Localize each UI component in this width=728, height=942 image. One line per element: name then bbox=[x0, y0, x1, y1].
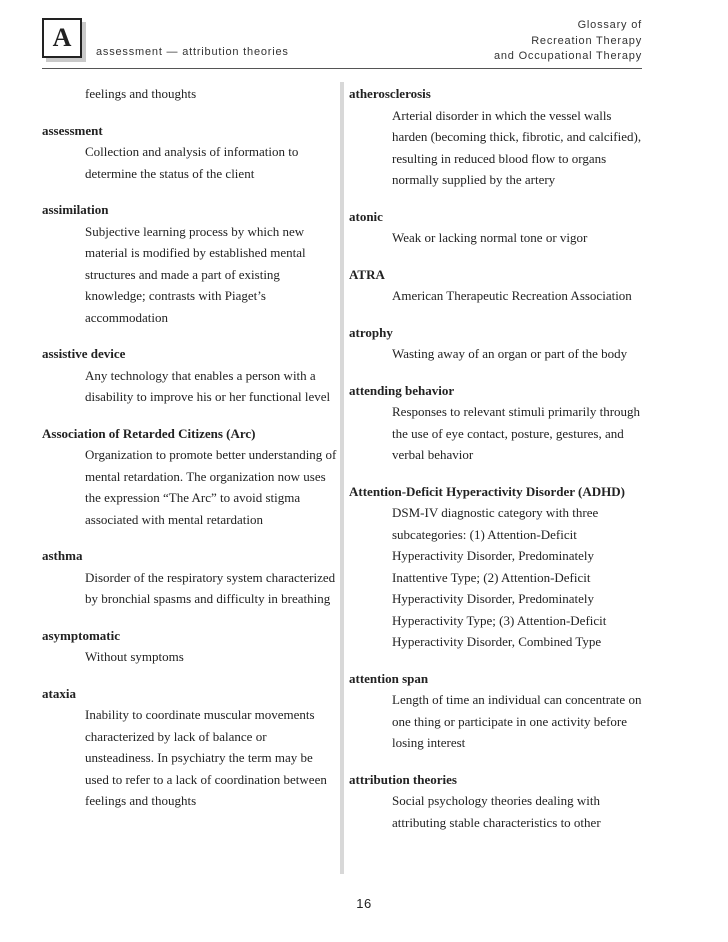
running-head: assessment — attribution theories bbox=[96, 46, 289, 58]
entry-term: assimilation bbox=[42, 202, 109, 217]
entry-term: atonic bbox=[349, 208, 383, 224]
entry-definition: Collection and analysis of information to determine the status of the client bbox=[85, 144, 299, 181]
glossary-entry bbox=[349, 380, 649, 466]
entry-term: Association of Retarded Citizens (Arc) bbox=[42, 425, 256, 441]
entry-term: atherosclerosis bbox=[349, 86, 431, 101]
right-column bbox=[349, 83, 649, 848]
entry-definition: Social psychology theories dealing with attributing stable characteristics to other bbox=[392, 793, 601, 830]
glossary-entry-continuation bbox=[42, 83, 337, 105]
entry-definition: Arterial disorder in which the vessel walls harden (becoming thick, fibrotic, and calcified), resulting in reduced blood flow to organs normally supplied by the artery bbox=[392, 107, 642, 187]
glossary-entry bbox=[349, 264, 649, 307]
book-title-line: Recreation Therapy bbox=[531, 34, 642, 47]
entry-term: attention span bbox=[349, 670, 429, 686]
glossary-entry bbox=[42, 423, 337, 531]
entry-term: attribution theories bbox=[349, 771, 457, 787]
entry-definition: feelings and thoughts bbox=[85, 86, 197, 101]
entry-definition: Disorder of the respiratory system characterized by bronchial spasms and difficulty in breathing bbox=[85, 569, 336, 606]
entry-definition: Organization to promote better understanding of mental retardation. The organization now uses the expression “The Arc” to avoid stigma associated with mental retardation bbox=[85, 447, 337, 527]
entry-term: ataxia bbox=[42, 685, 76, 701]
entry-definition: Subjective learning process by which new material is modified by established mental structures and made a part of existing knowledge; contrasts with Piaget’s accommodation bbox=[85, 223, 306, 325]
glossary-entry bbox=[349, 769, 649, 834]
glossary-entry bbox=[349, 481, 649, 653]
glossary-entry bbox=[42, 545, 337, 610]
column-divider bbox=[340, 82, 344, 874]
section-letter: A bbox=[52, 23, 72, 52]
glossary-entry bbox=[349, 322, 649, 365]
entry-definition: Length of time an individual can concentrate on one thing or participate in one activity before losing interest bbox=[392, 692, 642, 750]
entry-term: attending behavior bbox=[349, 382, 455, 398]
book-title-line: Glossary of bbox=[577, 19, 642, 31]
entry-definition: DSM-IV diagnostic category with three subcategories: (1) Attention-Deficit Hyperactivity Disorder, Predominately Inattentive Type; (2) Attention-Deficit Hyperactivity Disorder, Predominately Hyperactivity Type; (3) Attention-Deficit Hyperactivity Disorder, Combined Type bbox=[392, 505, 607, 649]
glossary-entry bbox=[42, 683, 337, 812]
glossary-entry bbox=[349, 668, 649, 754]
entry-definition: Inability to coordinate muscular movements characterized by lack of balance or unsteadiness. In psychiatry the term may be used to refer to a lack of coordination between feelings and thoughts bbox=[85, 707, 327, 808]
left-column bbox=[42, 83, 337, 827]
entry-definition: American Therapeutic Recreation Association bbox=[392, 288, 632, 303]
glossary-entry bbox=[349, 206, 649, 249]
entry-term: Attention-Deficit Hyperactivity Disorder (ADHD) bbox=[349, 483, 625, 499]
entry-definition: Without symptoms bbox=[85, 649, 184, 664]
entry-definition: Wasting away of an organ or part of the body bbox=[392, 346, 628, 361]
glossary-entry bbox=[42, 199, 337, 328]
entry-term: asthma bbox=[42, 548, 83, 563]
entry-term: ATRA bbox=[349, 266, 385, 282]
glossary-entry bbox=[42, 625, 337, 668]
entry-term: atrophy bbox=[349, 324, 393, 340]
glossary-entry bbox=[42, 343, 337, 408]
page-number: 16 bbox=[356, 896, 372, 911]
section-letter-box bbox=[42, 18, 82, 58]
book-title-line: and Occupational Therapy bbox=[493, 50, 642, 62]
book-title bbox=[494, 18, 642, 65]
header-rule bbox=[42, 68, 642, 69]
entry-definition: Weak or lacking normal tone or vigor bbox=[392, 230, 588, 245]
glossary-entry bbox=[349, 83, 649, 191]
entry-term: assessment bbox=[42, 122, 103, 138]
entry-definition: Any technology that enables a person with a disability to improve his or her functional level bbox=[85, 367, 331, 404]
entry-definition: Responses to relevant stimuli primarily through the use of eye contact, posture, gestures, and verbal behavior bbox=[392, 404, 641, 462]
entry-term: assistive device bbox=[42, 346, 126, 361]
glossary-entry bbox=[42, 120, 337, 185]
entry-term: asymptomatic bbox=[42, 627, 120, 643]
